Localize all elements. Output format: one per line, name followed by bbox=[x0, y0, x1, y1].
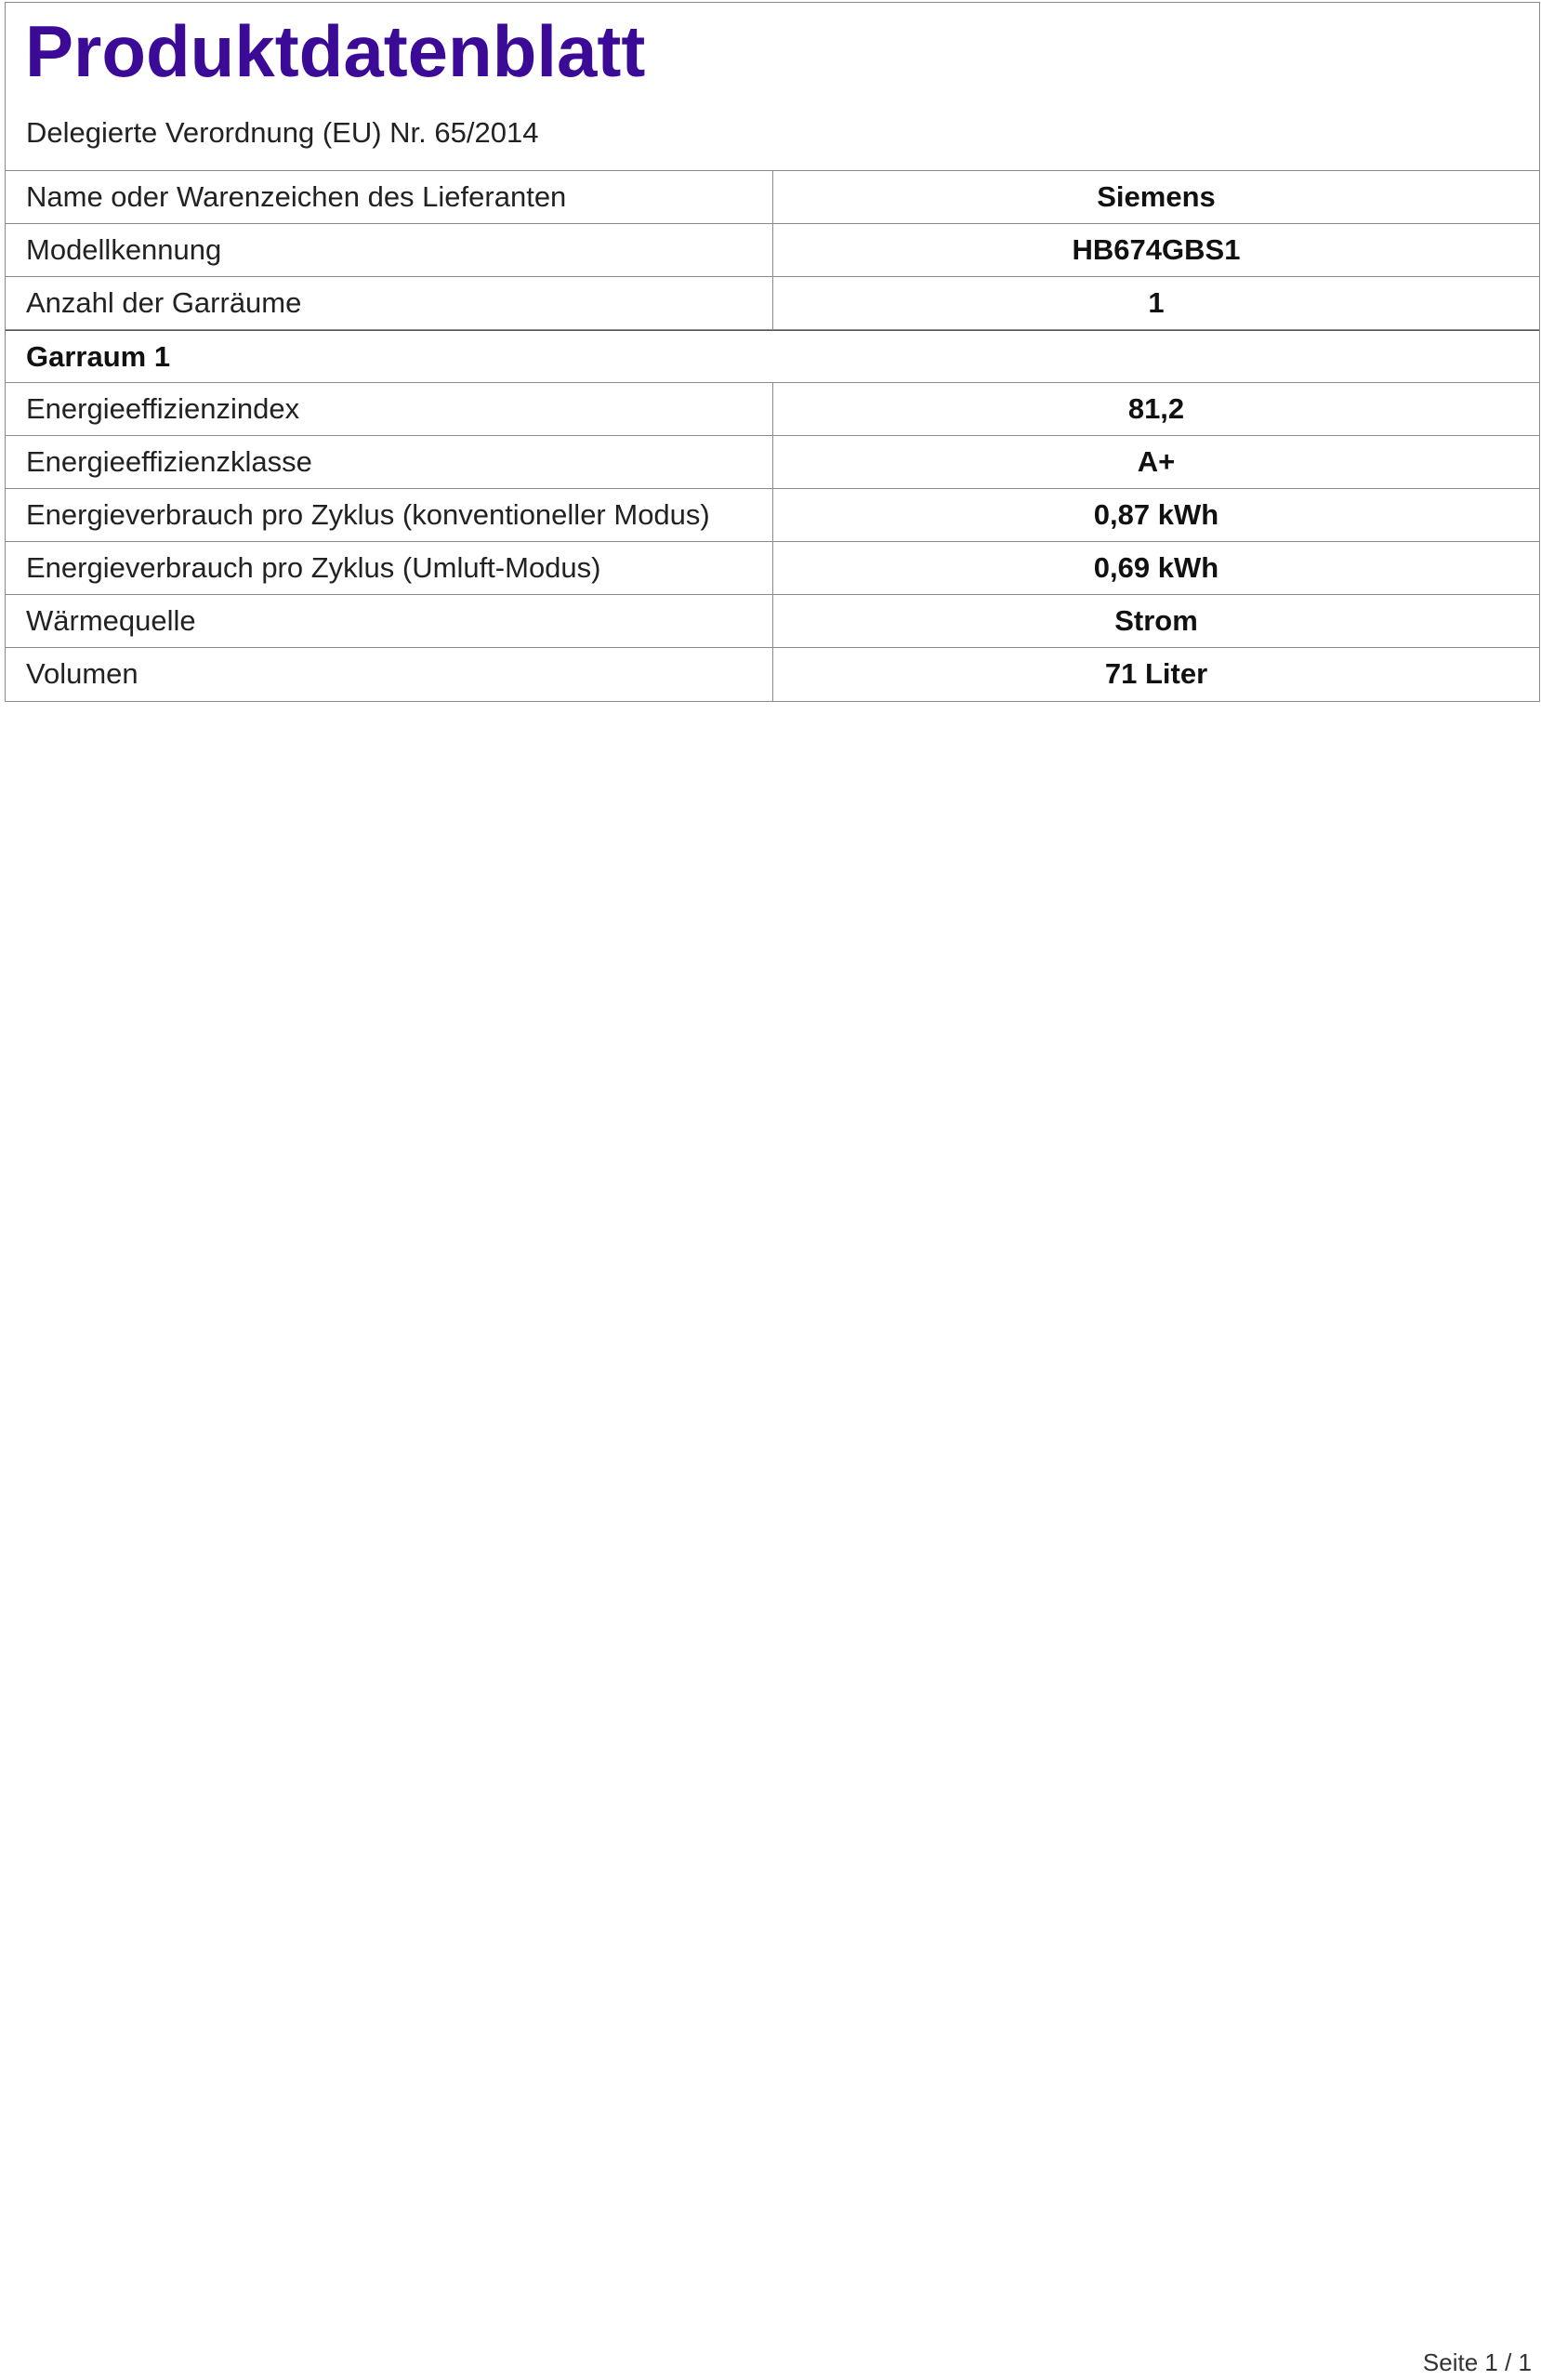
table-row-supplier bbox=[6, 171, 1539, 224]
table-row-cavity-count bbox=[6, 277, 1539, 330]
row-value: Siemens bbox=[1097, 180, 1216, 213]
row-value: 1 bbox=[1148, 286, 1165, 319]
row-value: A+ bbox=[1137, 445, 1176, 478]
table-row-consumption-fan bbox=[6, 542, 1539, 595]
page-number: Seite 1 / 1 bbox=[1422, 2348, 1532, 2376]
sheet-header bbox=[6, 3, 1539, 171]
page-title: Produktdatenblatt bbox=[25, 10, 646, 92]
section-heading-row bbox=[6, 330, 1539, 383]
row-value: 0,69 kWh bbox=[1093, 551, 1219, 584]
row-label: Wärmequelle bbox=[6, 595, 773, 647]
row-label: Energieeffizienzklasse bbox=[6, 436, 773, 488]
row-value: 71 Liter bbox=[1104, 657, 1208, 690]
product-data-sheet bbox=[5, 2, 1540, 702]
table-row-model bbox=[6, 224, 1539, 277]
table-row-heat-source bbox=[6, 595, 1539, 648]
row-label: Name oder Warenzeichen des Lieferanten bbox=[6, 171, 773, 223]
row-value: HB674GBS1 bbox=[1072, 233, 1241, 266]
table-row-volume bbox=[6, 648, 1539, 701]
row-label: Energieverbrauch pro Zyklus (konventioneller Modus) bbox=[6, 489, 773, 541]
table-row-efficiency-class bbox=[6, 436, 1539, 489]
section-heading: Garraum 1 bbox=[26, 340, 171, 373]
table-row-consumption-conventional bbox=[6, 489, 1539, 542]
row-label: Energieeffizienzindex bbox=[6, 383, 773, 435]
row-label: Modellkennung bbox=[6, 224, 773, 276]
row-label: Energieverbrauch pro Zyklus (Umluft-Modus) bbox=[6, 542, 773, 594]
regulation-subtitle: Delegierte Verordnung (EU) Nr. 65/2014 bbox=[26, 116, 539, 149]
table-row-efficiency-index bbox=[6, 383, 1539, 436]
row-value: 0,87 kWh bbox=[1093, 498, 1219, 531]
row-value: 81,2 bbox=[1127, 392, 1185, 425]
row-label: Anzahl der Garräume bbox=[6, 277, 773, 329]
row-value: Strom bbox=[1114, 604, 1198, 637]
row-label: Volumen bbox=[6, 648, 773, 701]
